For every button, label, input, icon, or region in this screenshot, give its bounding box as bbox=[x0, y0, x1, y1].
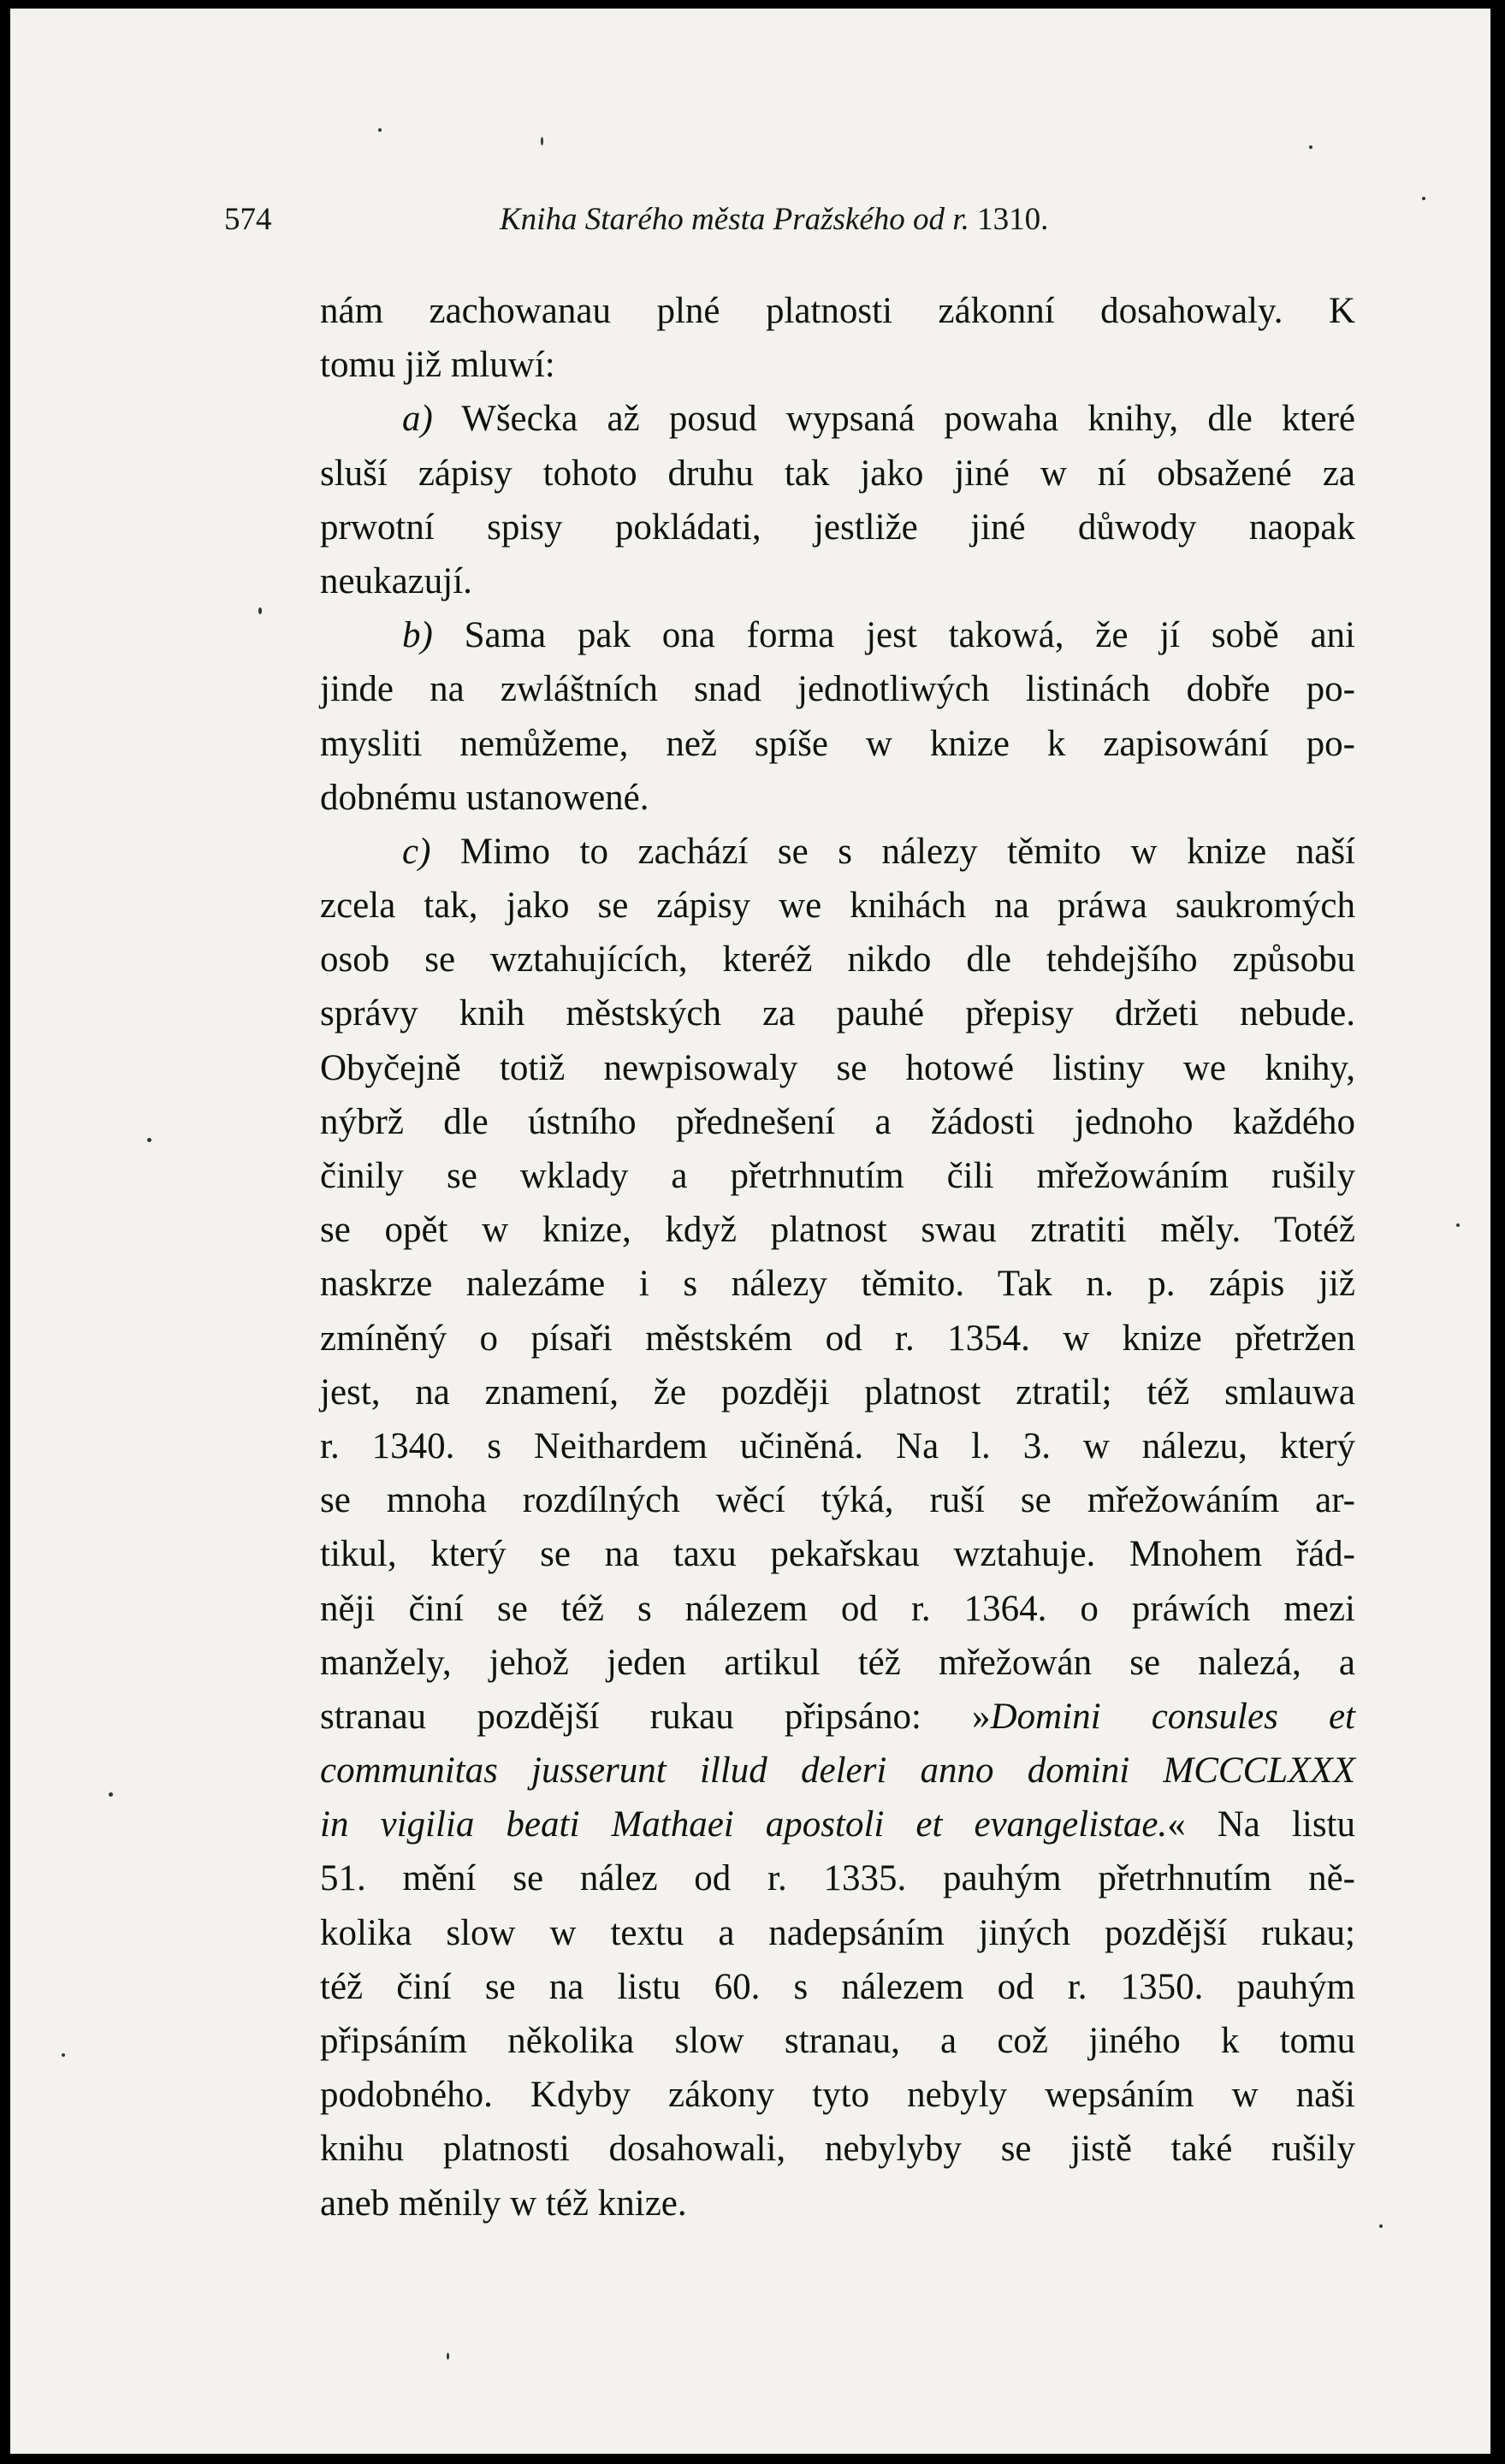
text-line: jest, na znamení, že později platnost ztratil; též smlauwa bbox=[320, 1371, 1355, 1413]
text-line: naskrze nalezáme i s nálezy těmito. Tak n. p. zápis již bbox=[320, 1264, 1355, 1305]
text-line: správy knih městských za pauhé přepisy držeti nebude. bbox=[320, 993, 1355, 1034]
scan-speck bbox=[147, 1138, 151, 1142]
text-line: činily se wklady a přetrhnutím čili mřežowáním rušily bbox=[320, 1156, 1355, 1196]
text-line: nám zachowanau plné platnosti zákonní dosahowaly. K bbox=[320, 291, 1355, 331]
text-line: sluší zápisy tohoto druhu tak jako jiné w ní obsažené za bbox=[320, 453, 1355, 494]
text-line: nýbrž dle ústního přednešení a žádosti jednoho každého bbox=[320, 1101, 1355, 1142]
text-line: jinde na zwláštních snad jednotliwých listinách dobře po- bbox=[320, 669, 1355, 710]
text-line: osob se wztahujících, kteréž nikdo dle tehdejšího způsobu bbox=[320, 939, 1355, 980]
text-line: též činí se na listu 60. s nálezem od r. 1350. pauhým bbox=[320, 1966, 1355, 2007]
scan-speck bbox=[62, 2053, 65, 2057]
latin-quote: Domini consules et bbox=[990, 1696, 1356, 1737]
text-line-content: Mimo to zachází se s nálezy těmito w knize naší bbox=[459, 831, 1356, 872]
text-line bbox=[320, 392, 1355, 446]
item-marker-c: c) bbox=[402, 831, 431, 872]
text-line: zmíněný o písaři městském od r. 1354. w knize přetržen bbox=[320, 1318, 1355, 1359]
text-line: manžely, jehož jeden artikul též mřežowán se nalezá, a bbox=[320, 1642, 1355, 1683]
body-text bbox=[320, 284, 1355, 2230]
text-line: r. 1340. s Neithardem učiněná. Na l. 3. w nálezu, který bbox=[320, 1425, 1355, 1466]
text-line: Obyčejně totiž newpisowaly se hotowé listiny we knihy, bbox=[320, 1047, 1355, 1088]
running-header bbox=[224, 201, 1182, 252]
scan-speck bbox=[447, 2353, 449, 2360]
latin-quote-line: communitas jusserunt illud deleri anno domini MCCCLXXX bbox=[320, 1750, 1355, 1792]
text-line-content: stranau pozdější rukau připsáno: » bbox=[320, 1696, 991, 1737]
text-line: tomu již mluwí: bbox=[320, 345, 555, 386]
text-line: mysliti nemůžeme, než spíše w knize k zapisowání po- bbox=[320, 723, 1355, 764]
text-line bbox=[320, 1690, 1355, 1744]
scan-speck bbox=[1422, 197, 1425, 200]
scan-speck bbox=[1379, 2224, 1383, 2228]
scan-speck bbox=[109, 1792, 113, 1797]
text-line: 51. mění se nález od r. 1335. pauhým přetrhnutím ně- bbox=[320, 1858, 1355, 1899]
text-line: se opět w knize, když platnost swau ztratiti měly. Totéž bbox=[320, 1210, 1355, 1251]
item-marker-b: b) bbox=[402, 615, 433, 656]
text-line: tikul, který se na taxu pekařskau wztahuje. Mnohem řád- bbox=[320, 1534, 1355, 1575]
running-title-year: 1310. bbox=[977, 202, 1049, 237]
text-line bbox=[320, 825, 1355, 879]
text-line: podobného. Kdyby zákony tyto nebyly wepsáním w naši bbox=[320, 2075, 1355, 2116]
text-line: zcela tak, jako se zápisy we knihách na práwa saukromých bbox=[320, 886, 1355, 927]
text-line: aneb měnily w též knize. bbox=[320, 2183, 687, 2224]
scan-speck bbox=[1309, 145, 1312, 149]
text-line-content: « Na listu bbox=[1167, 1804, 1356, 1845]
text-line: dobnému ustanowené. bbox=[320, 777, 649, 818]
running-title-text: Kniha Starého města Pražského od r. bbox=[500, 202, 969, 237]
scan-speck bbox=[378, 128, 382, 132]
text-line bbox=[320, 608, 1355, 662]
scan-speck bbox=[541, 137, 543, 145]
text-line: připsáním několika slow stranau, a což jiného k tomu bbox=[320, 2021, 1355, 2061]
book-page bbox=[10, 9, 1490, 2454]
running-title bbox=[500, 201, 1048, 238]
text-line: něji činí se též s nálezem od r. 1364. o práwích mezi bbox=[320, 1588, 1355, 1629]
text-line: knihu platnosti dosahowali, nebylyby se jistě také rušily bbox=[320, 2129, 1355, 2170]
scan-speck bbox=[258, 607, 262, 614]
text-line: prwotní spisy pokládati, jestliže jiné důwody naopak bbox=[320, 506, 1355, 548]
latin-quote: in vigilia beati Mathaei apostoli et evangelistae. bbox=[320, 1804, 1168, 1845]
text-line: neukazují. bbox=[320, 560, 472, 601]
text-line-content: Sama pak ona forma jest takowá, že jí sobě ani bbox=[464, 615, 1355, 656]
item-marker-a: a) bbox=[402, 399, 433, 440]
scan-speck bbox=[1456, 1223, 1460, 1227]
text-line bbox=[320, 1798, 1355, 1851]
text-line: kolika slow w textu a nadepsáním jiných pozdější rukau; bbox=[320, 1912, 1355, 1953]
page-number: 574 bbox=[224, 202, 272, 237]
text-line: se mnoha rozdílných wěcí týká, ruší se mřežowáním ar- bbox=[320, 1480, 1355, 1521]
text-line-content: Wšecka až posud wypsaná powaha knihy, dle které bbox=[461, 399, 1355, 440]
